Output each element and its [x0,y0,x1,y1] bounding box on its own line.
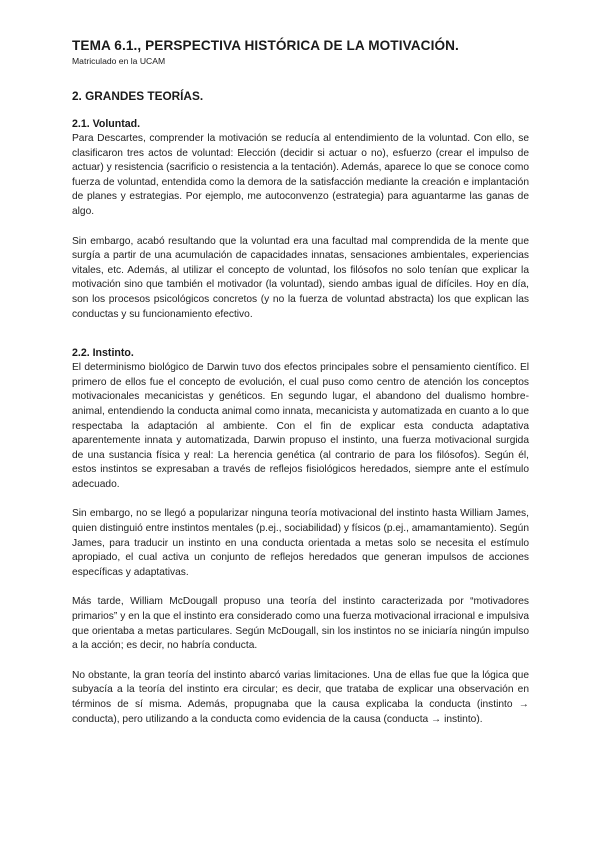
paragraph: El determinismo biológico de Darwin tuvo dos efectos principales sobre el pensamiento científico. El primero de ellos fue el concepto de evolución, el cual puso como centro de atención los conceptos motivacionales mecanicistas y genéticos. En segundo lugar, el abandono del dualismo hombre-animal, entendiendo la conducta animal como innata, mecanicista y automatizada en cuanto a lo que respectaba la adaptación al ambiente. Con el fin de explicar esta conducta adaptativa aparentemente innata y automatizada, Darwin propuso el instinto, una fuerza motivacional surgida de una sustancia física y real: La herencia genética (al contrario de para los filósofos). Según él, estos instintos se expresaban a través de reflejos fisiológicos heredados, siempre ante el estímulo adecuado. [72,362,529,490]
subsection-heading-voluntad: 2.1. Voluntad. [72,118,141,130]
paragraph: Para Descartes, comprender la motivación se reducía al entendimiento de la voluntad. Con ello, se clasificaron tres actos de voluntad: Elección (decidir si actuar o no), esfuerzo (crear el impulso de actuar) y resistencia (sacrificio o resistencia a la tentación). Además, aparece lo que se conoce como fuerza de voluntad, entendida como la demora de la satisfacción mediante la creación e implantación de planes y estrategias. Por ejemplo, me autoconvenzo (estrategia) para aguantarme las ganas de algo. [72,133,529,217]
document-subtitle: Matriculado en la UCAM [72,56,166,66]
paragraph: Sin embargo, acabó resultando que la voluntad era una facultad mal comprendida de la mente que surgía a partir de una acumulación de capacidades innatas, sensaciones ambientales, experiencias vitales, etc. Además, al utilizar el concepto de voluntad, los filósofos no solo tenían que explicar la motivación sino que también el motivador (la voluntad), siendo ambas igual de difíciles. Hoy en día, son los procesos psicológicos concretos (y no la fuerza de voluntad abstracta) los que explican las conductas y su funcionamiento efectivo. [72,235,529,320]
paragraph: Sin embargo, no se llegó a popularizar ninguna teoría motivacional del instinto hasta William James, quien distinguió entre instintos mentales (p.ej., sociabilidad) y físicos (p.ej., amamantamiento). Según James, para traducir un instinto en una conducta orientada a metas solo se necesita el estímulo apropiado, el cual activa un conjunto de reflejos heredados que generan impulsos de acciones específicas y adaptativas. [72,508,529,578]
document-title: TEMA 6.1., PERSPECTIVA HISTÓRICA DE LA MOTIVACIÓN. [72,38,459,53]
section-heading: 2. GRANDES TEORÍAS. [72,89,204,103]
paragraph: Más tarde, William McDougall propuso una teoría del instinto caracterizada por “motivadores primarios” y en la que el instinto era considerado como una fuerza motivacional irracional e impulsiva que orientaba a metas particulares. Según McDougall, sin los instintos no se iniciaría ningún impulso a la acción; es decir, no habría conducta. [72,596,529,652]
subsection-heading-instinto: 2.2. Instinto. [72,347,134,360]
paragraph: No obstante, la gran teoría del instinto abarcó varias limitaciones. Una de ellas fue que la lógica que subyacía a la teoría del instinto era circular; es decir, que trataba de explicar una observación en términos de sí misma. Además, propugnaba que la causa explicaba la conducta (instinto → conducta), pero utilizando a la conducta como evidencia de la causa (conducta → instinto). [72,669,529,725]
